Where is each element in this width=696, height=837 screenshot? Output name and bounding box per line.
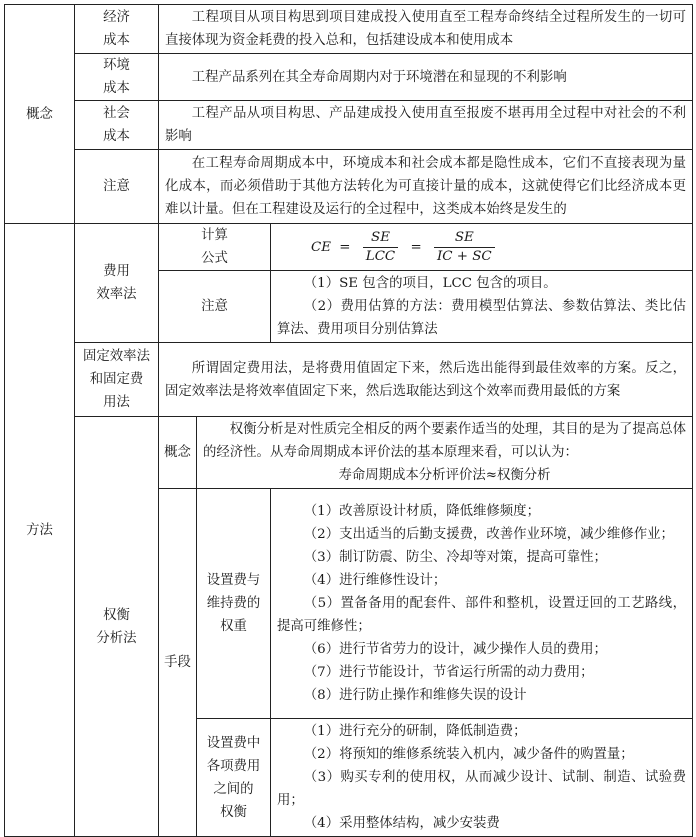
group2-name: 设置费中 各项费用 之间的 权衡 xyxy=(197,719,271,837)
formula-fraction-1: $\frac{SE}{\text{LCC}}$ xyxy=(363,229,398,266)
list-item: （6）进行节省劳力的设计，减少操作人员的费用； xyxy=(303,642,607,657)
fixed-method-text: 所谓固定费用法，是将费用值固定下来，然后选出能得到最佳效率的方案。反之，固定效率法是将效率值固定下来，然后选取能达到这个效率而费用最低的方案 xyxy=(159,343,693,417)
concept-note-label: 注意 xyxy=(75,150,159,224)
list-item: （2）支出适当的后勤支援费，改善作业环境，减少维修作业； xyxy=(303,527,674,542)
group1-name: 设置费与 维持费的 权重 xyxy=(197,489,271,719)
group2-items xyxy=(271,719,693,837)
list-item: （1）改善原设计材质，降低维修频度； xyxy=(303,504,540,519)
concept-section-label: 概念 xyxy=(5,5,75,224)
cost-efficiency-formula-row xyxy=(5,224,693,271)
formula-fraction-2: $\frac{SE}{IC + SC}$ xyxy=(434,229,495,266)
tradeoff-concept-equation: 寿命周期成本分析评价法≈权衡分析 xyxy=(338,468,551,483)
formula-eq-2: = xyxy=(410,239,422,255)
fixed-method-row xyxy=(5,343,693,417)
group1-items xyxy=(271,489,693,719)
social-cost-definition: 工程产品从项目构思、产品建成投入使用直至报废不堪再用全过程中对社会的不利影响 xyxy=(159,101,693,150)
knowledge-table xyxy=(4,4,693,837)
concept-row-social xyxy=(5,101,693,150)
list-item: （4）进行维修性设计； xyxy=(303,573,447,588)
list-item: （2）将预知的维修系统装入机内，减少备件的购置量； xyxy=(303,747,634,762)
list-item: （4）采用整体结构，减少安装费 xyxy=(303,816,500,831)
tradeoff-concept-text: 权衡分析是对性质完全相反的两个要素作适当的处理，其目的是为了提高总体的经济性。从寿命周期成本评价法的基本原理来看，可以认为： 寿命周期成本分析评价法≈权衡分析 xyxy=(197,417,693,489)
cost-efficiency-notes xyxy=(271,271,693,343)
environment-cost-definition: 工程产品系列在其全寿命周期内对于环境潜在和显现的不利影响 xyxy=(159,54,693,101)
list-item: （8）进行防止操作和维修失误的设计 xyxy=(303,688,527,703)
economic-cost-definition: 工程项目从项目构思到项目建成投入使用直至工程寿命终结全过程所发生的一切可直接体现为资金耗费的投入总和，包括建设成本和使用成本 xyxy=(159,5,693,54)
cost-efficiency-note-label: 注意 xyxy=(159,271,271,343)
method-section-label: 方法 xyxy=(5,224,75,837)
concept-note-text: 在工程寿命周期成本中，环境成本和社会成本都是隐性成本，它们不直接表现为量化成本，而必须借助于其他方法转化为可直接计量的成本，这就使得它们比经济成本更难以计量。但在工程建设及运行的全过程中，这类成本始终是发生的 xyxy=(159,150,693,224)
list-item: （3）购买专利的使用权，从而减少设计、试制、制造、试验费用； xyxy=(277,770,687,808)
formula-eq-1: = xyxy=(339,239,351,255)
fixed-method-name: 固定效率法 和固定费 用法 xyxy=(75,343,159,417)
term-economic-cost: 经济 成本 xyxy=(75,5,159,54)
list-item: （1）进行充分的研制，降低制造费； xyxy=(303,724,527,739)
tradeoff-means-label: 手段 xyxy=(159,489,197,837)
term-environment-cost: 环境 成本 xyxy=(75,54,159,101)
term-social-cost: 社会 成本 xyxy=(75,101,159,150)
cost-efficiency-method-name: 费用 效率法 xyxy=(75,224,159,343)
concept-row-economic xyxy=(5,5,693,54)
concept-row-environment xyxy=(5,54,693,101)
list-item: （7）进行节能设计，节省运行所需的动力费用； xyxy=(303,665,594,680)
tradeoff-method-name: 权衡 分析法 xyxy=(75,417,159,837)
tradeoff-concept-label: 概念 xyxy=(159,417,197,489)
formula-lhs: CE xyxy=(311,239,332,255)
formula-label: 计算 公式 xyxy=(159,224,271,271)
list-item: （3）制订防震、防尘、冷却等对策，提高可靠性； xyxy=(303,550,607,565)
note-item: （1）SE 包含的项目，LCC 包含的项目。 xyxy=(303,276,557,291)
cost-efficiency-formula xyxy=(271,224,693,271)
concept-row-note xyxy=(5,150,693,224)
list-item: （5）置备备用的配套件、部件和整机，设置迂回的工艺路线，提高可维修性； xyxy=(277,596,687,634)
tradeoff-concept-row xyxy=(5,417,693,489)
note-item: （2）费用估算的方法：费用模型估算法、参数估算法、类比估算法、费用项目分别估算法 xyxy=(277,299,687,337)
